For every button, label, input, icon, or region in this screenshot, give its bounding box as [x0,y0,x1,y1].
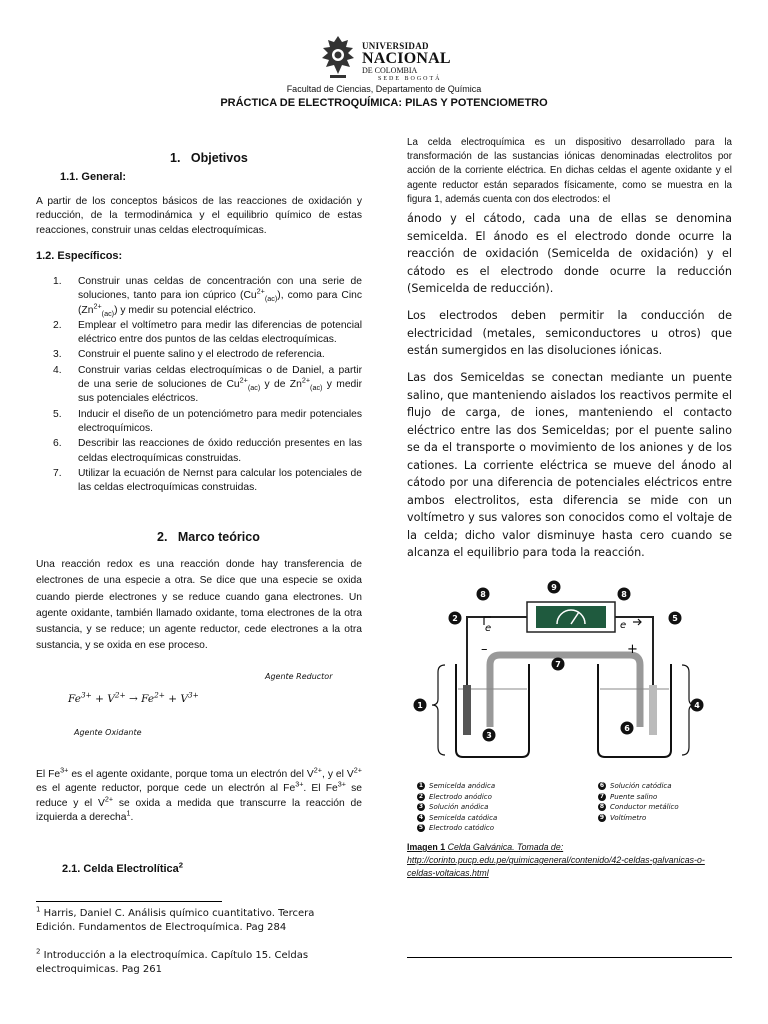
objective-number: 1. [53,276,62,287]
cathode-electrode [649,685,657,735]
legend-text: Conductor metálico [610,803,679,812]
callout-3 [483,729,496,742]
legend-text: Voltímetro [610,813,647,822]
especificos-heading: 1.2. Específicos: [36,250,123,262]
legend-number: 2 [418,792,424,800]
callout-4-number: 4 [694,701,700,710]
objective-number: 6. [53,438,62,450]
logo-line-universidad: UNIVERSIDAD [362,41,429,51]
legend-number: 1 [418,782,424,789]
salt-bridge [490,655,640,727]
footnote-2: $^2$ Introducción a la electroquímica. Capítulo 15. Celdas electroquimicas. Pag 261 [36,947,309,975]
callout-8-left-number: 8 [480,590,486,599]
objective-item [36,275,362,318]
cathode-plus-sign: + [627,642,638,657]
footnote-1: $^1$ Harris, Daniel C. Análisis químico cuantitativo. Tercera Edición. Fundamentos de Electroquímica. Pag 284 [36,905,315,933]
legend-number: 5 [418,824,424,832]
marco-paragraph-2: El $Fe^{3+}$ es el agente oxidante, porque toma un electrón del $V^{2+}$, y el $V^{2+}$ es el agente reductor, porque cede un electrón al $Fe^{3+}$. El $Fe^{3+}$ se reduce y el $V^{2+}$ se oxida a medida que transcurre la reacción de izquierda a derecha$^1$. [36,765,362,823]
legend-text: Solución catódica [610,782,672,790]
galvanic-cell-diagram [405,577,735,772]
callout-8-right [618,588,631,601]
legend-item [598,802,679,813]
legend-text: Electrodo catódico [429,824,495,833]
callout-7 [552,658,565,671]
callout-6-number: 6 [624,724,630,733]
label-agente-reductor: Agente Reductor [265,672,333,681]
objective-item [36,364,362,407]
callout-9 [548,581,561,594]
section-1-title: Objetivos [190,151,248,165]
legend-item [417,792,497,803]
callout-8-right-number: 8 [621,590,627,599]
objective-text: Inducir el diseño de un potenciómetro para medir potenciales electroquímicos. [78,408,362,434]
objective-text: Construir el puente salino y el electrodo de referencia. [78,349,325,361]
objective-text: Construir varias celdas electroquímicas o de Daniel, a partir de una serie de soluciones de $Cu^{2+}_{(ac)}$ y de $Zn^{2+}_{(ac)}$ y medir sus potenciales eléctricos. [78,364,362,405]
section-2-number: 2. [157,530,168,544]
anode-minus-sign: – [481,642,488,657]
callout-8-left [477,588,490,601]
right-paragraph-1-cont: ánodo y el cátodo, cada una de ellas se denomina semicelda. El ánodo es el electrodo donde ocurre la reacción de oxidación (Semicelda de oxidación) y el cátodo es el electrodo donde ocurre la reducción (Semicelda de reducción). [407,212,732,295]
label-agente-oxidante: Agente Oxidante [74,728,142,737]
right-paragraph-1: La celda electroquímica es un dispositivo desarrollado para la transformación de las sustancias iónicas denominadas electrolitos por acción de la corriente eléctrica. En dichas celdas el agente oxidante y el agente reductor están separados físicamente, como se muestra en la figura 1, además cuenta con dos electrodos: el [407,137,732,205]
legend-number: 3 [418,803,424,811]
redox-equation: $Fe^{3+} + V^{2+} \to Fe^{2+} + V^{3+}$ [68,690,199,705]
section-1-heading [170,151,290,165]
legend-item [598,813,679,824]
legend-item [417,823,497,834]
legend-text: Electrodo anódico [429,792,492,801]
general-heading: 1.1. General: [60,171,127,183]
logo-line-colombia: DE COLOMBIA [362,66,418,75]
especificos-list-wrap [36,275,362,496]
right-paragraph-2: Los electrodos deben permitir la conducción de electricidad (metales, semiconductores u otros) que están sumergidos en las disoluciones iónicas. [407,309,732,357]
objective-number: 3. [53,349,62,361]
legend-item [598,792,679,803]
objective-number: 7. [53,467,62,479]
legend-number: 7 [599,792,605,800]
marco-paragraph: Una reacción redox es una reacción donde hay transferencia de electrones de una especie a otra. Se dice que una especie se oxida cuando pierde electrones y se reduce cuando gana electrones. Un agente oxidante, también llamado oxidante, toma electrones de la otra sustancia, y se reduce; un agente reductor, cede electrones a la otra sustancia, y se oxida en ese proceso. [36,559,362,652]
objective-number: 5. [53,408,62,420]
objective-number: 4. [53,364,62,376]
callout-2 [449,612,462,625]
figure-caption [407,841,732,880]
logo-line-sede: SEDE BOGOTÁ [378,76,442,82]
general-paragraph: A partir de los conceptos básicos de las reacciones de oxidación y reducción, de la termodinámica y el equilibrio químico de estas reacciones, construir unas celdas electroquímicas. [36,196,362,236]
legend-number: 9 [599,813,605,821]
callout-1 [414,699,427,712]
section-2-title: Marco teórico [177,530,260,544]
callout-6 [621,722,634,735]
objective-text: Construir unas celdas de concentración con una serie de soluciones, tanto para ion cúprico $(Cu^{2+}_{(ac)})$, como para Cinc $(Zn^{2+}_{(ac)})$ y medir su potencial eléctrico. [78,276,362,318]
faculty-line: Facultad de Ciencias, Departamento de Química [286,84,482,94]
caption-source-link[interactable]: http://corinto.pucp.edu.pe/quimicageneral/contenido/42-celdas-galvanicas-o-celdas-voltaicas.html [407,855,705,878]
callout-1-number: 1 [417,701,423,710]
callout-2-number: 2 [452,614,458,623]
electron-label-right: e [620,620,627,631]
callout-7-number: 7 [555,660,561,669]
caption-label: Imagen 1 [407,842,446,852]
callout-4 [691,699,704,712]
section-2-heading [157,530,317,544]
objective-item [36,348,362,362]
callout-9-number: 9 [551,583,557,592]
celda-electrolitica-heading: 2.1. Celda Electrolítica$^2$ [62,860,184,875]
figure-legend-right [598,781,679,823]
objective-item [36,437,362,466]
objective-item [36,319,362,348]
objective-text: Utilizar la ecuación de Nernst para calcular los potenciales de las celdas electroquímicas construidas. [78,467,362,494]
brace-left [432,665,445,755]
objective-text: Emplear el voltímetro para medir las diferencias de potencial eléctrico entre dos puntos de las celdas electroquímicas. [78,319,362,346]
section-1-number: 1. [170,151,181,165]
legend-text: Semicelda anódica [429,782,496,790]
legend-text: Solución anódica [429,803,489,812]
legend-number: 8 [599,803,605,811]
caption-text: Celda Galvánica. Tomada de: [445,842,564,852]
logo-line-nacional: NACIONAL [362,50,451,67]
legend-item [598,781,679,792]
legend-item [417,802,497,813]
callout-3-number: 3 [486,731,492,740]
legend-number: 6 [599,782,605,789]
callout-5 [669,612,682,625]
legend-text: Semicelda catódica [429,813,498,822]
university-crest-icon [318,34,358,82]
figure-legend-left [417,781,497,834]
legend-text: Puente salino [610,792,658,801]
objective-item [36,467,362,496]
objective-number: 2. [53,319,62,331]
legend-item [417,781,497,792]
university-logo [318,34,458,84]
callout-5-number: 5 [672,614,678,623]
cathode-beaker [598,664,671,757]
wire-left [467,617,527,685]
electron-label-left: e [485,623,492,634]
footnote-separator [36,901,222,902]
document-title: PRÁCTICA DE ELECTROQUÍMICA: PILAS Y POTENCIOMETRO [220,97,548,109]
right-paragraph-3: Las dos Semiceldas se conectan mediante un puente salino, que manteniendo aislados los reactivos permite el flujo de carga, de iones, manteniendo el contacto eléctrico entre las dos Semiceldas; por el puente salino se da el transporte o movimiento de los aniones y de los cationes. La corriente eléctrica se mueve del ánodo al cátodo por una diferencia de potenciales eléctricos entre ambos electrolitos, esta diferencia se mide con un voltímetro y sus valores son conocidos como el voltaje de la celda; dicho valor disminuye hasta cero cuando se alcanza el equilibrio para toda la reacción. [407,371,732,559]
objective-text: Describir las reacciones de óxido reducción presentes en las celdas electroquímicas construidas. [78,438,362,464]
anode-electrode [463,685,471,735]
legend-number: 4 [418,813,424,821]
right-footer-rule [407,957,732,958]
especificos-list [36,275,362,495]
objective-item [36,408,362,437]
legend-item [417,813,497,824]
